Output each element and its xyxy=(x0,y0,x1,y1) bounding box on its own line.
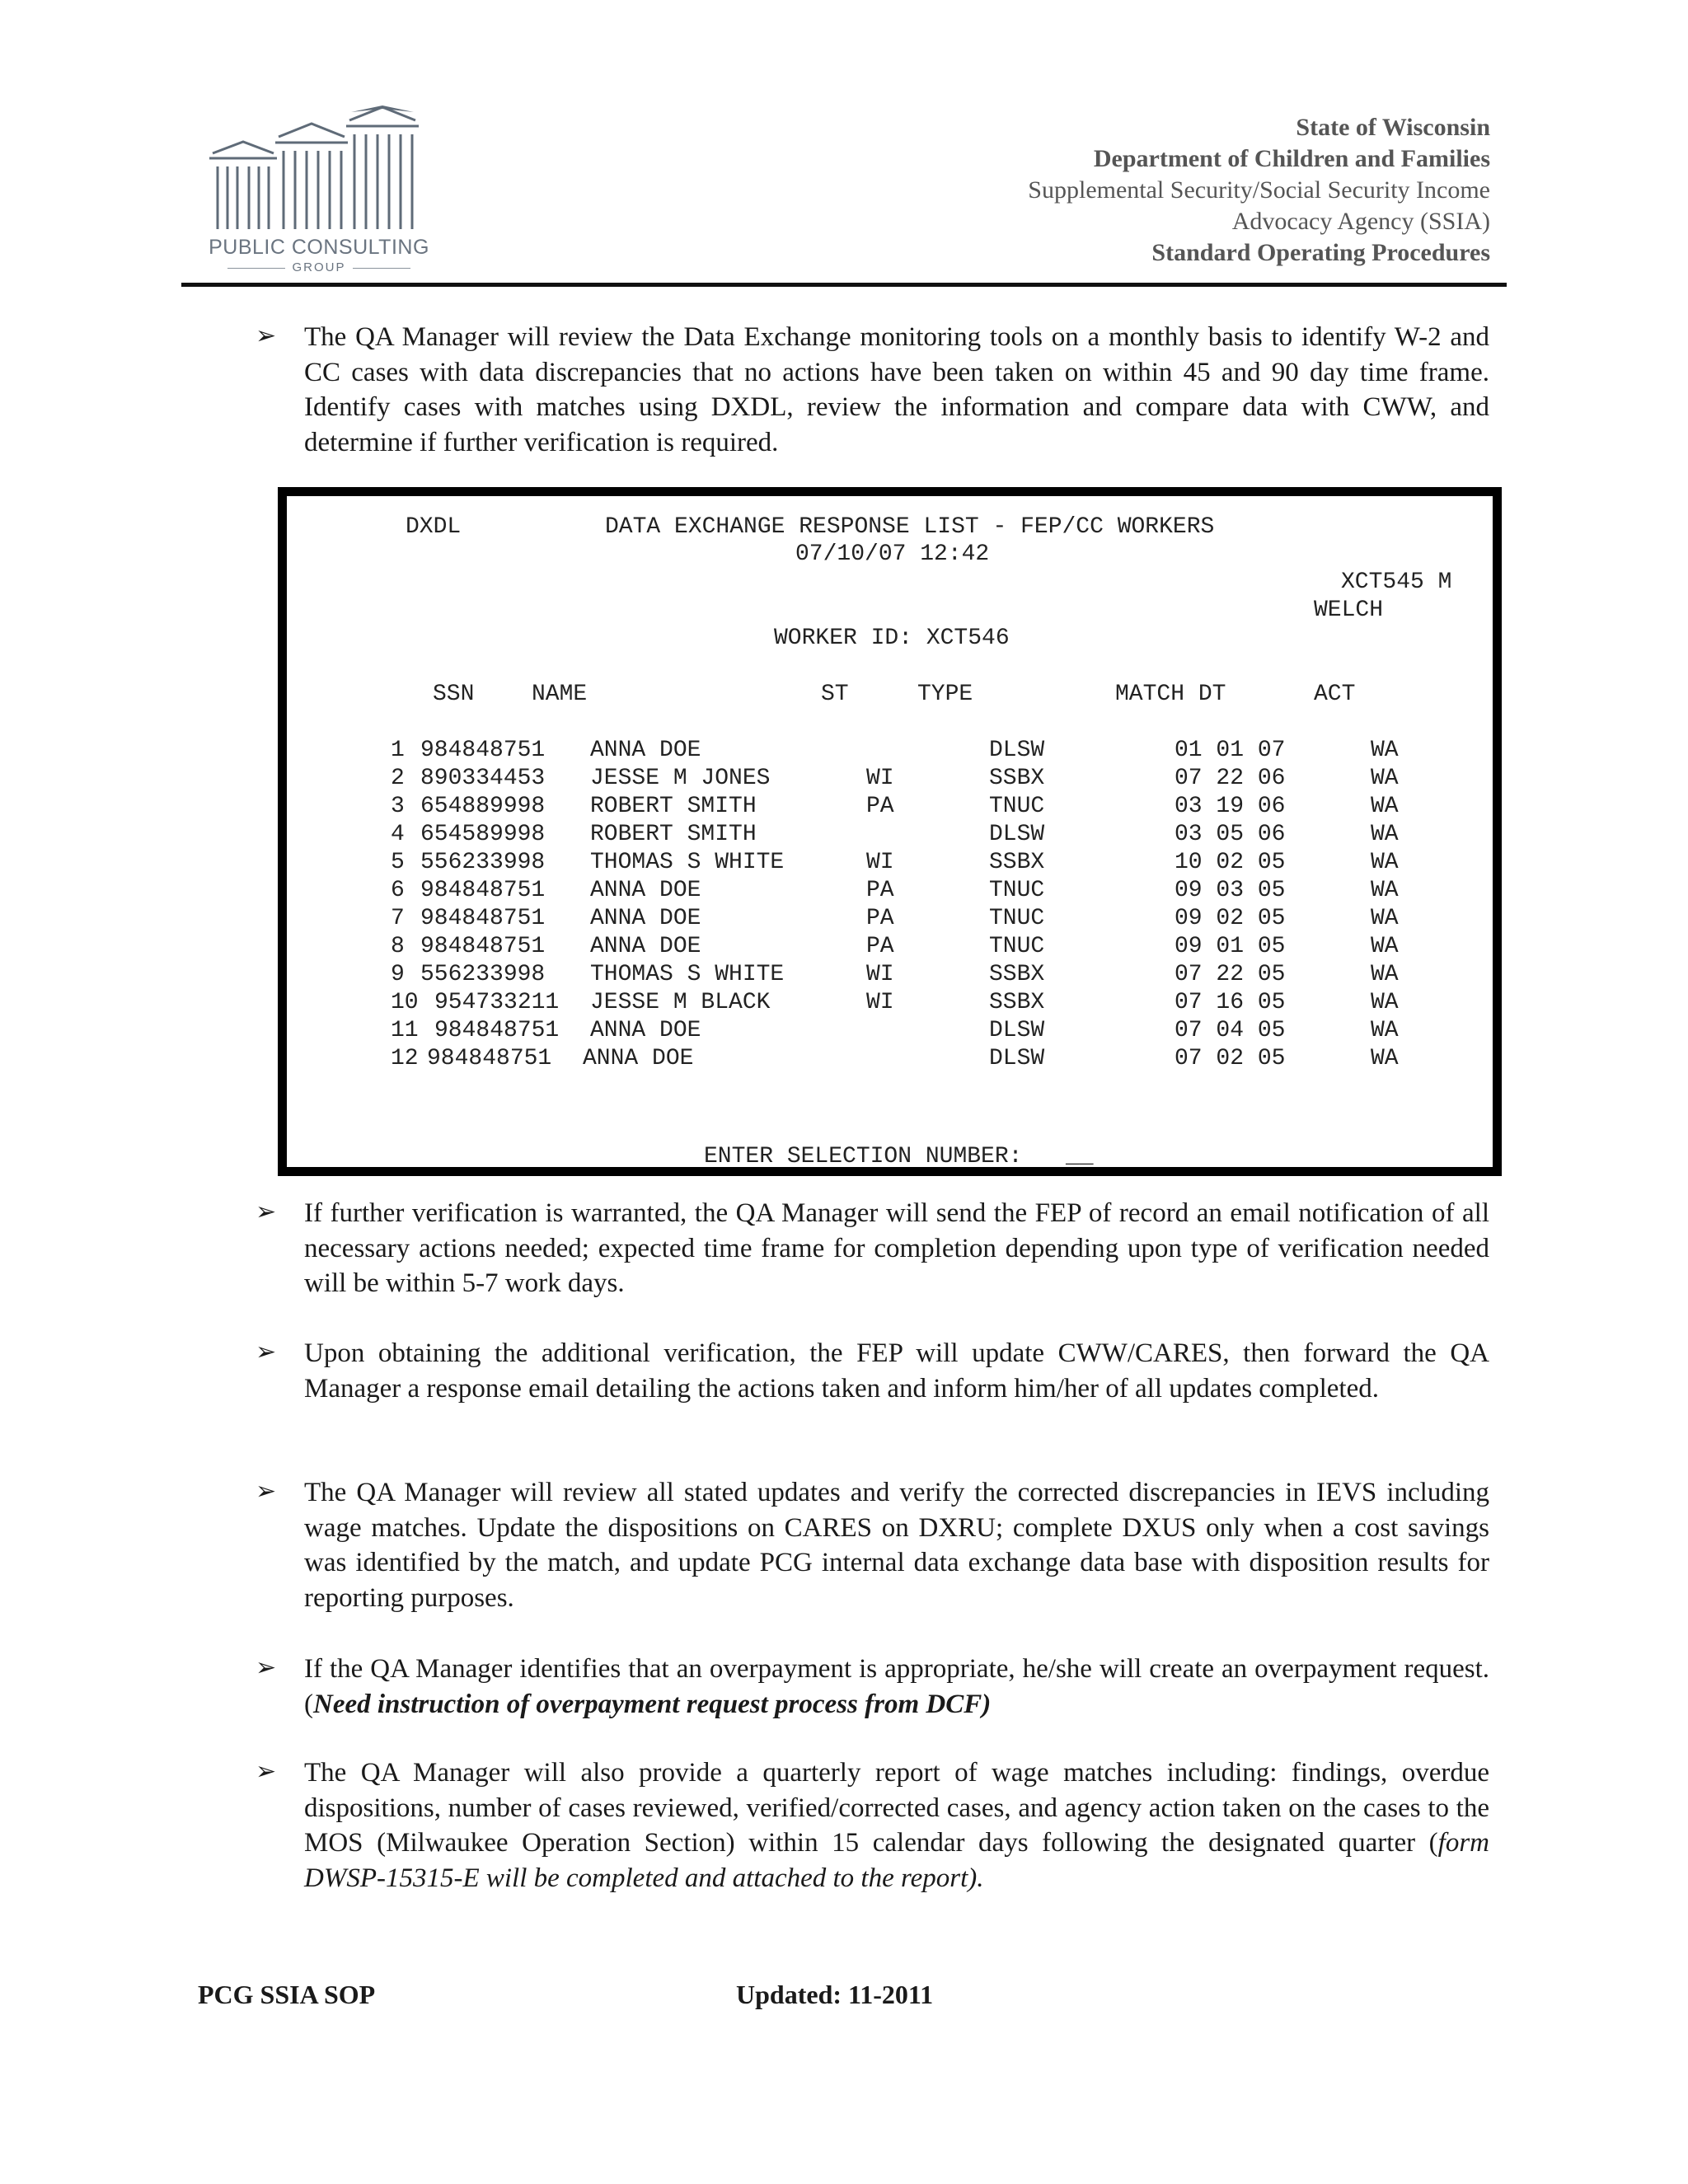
row-ssn: 556233998 xyxy=(420,962,546,987)
selection-prompt: ENTER SELECTION NUMBER: xyxy=(704,1144,1023,1169)
row-name: ANNA DOE xyxy=(583,1046,694,1071)
row-act: WA xyxy=(1371,738,1399,763)
row-type: SSBX xyxy=(989,766,1045,791)
row-type: DLSW xyxy=(989,738,1045,763)
row-ssn: 984848751 xyxy=(420,906,546,931)
row-match-dt: 09 03 05 xyxy=(1175,878,1286,903)
row-type: DLSW xyxy=(989,1046,1045,1071)
row-number: 10 xyxy=(391,990,419,1015)
row-act: WA xyxy=(1371,906,1399,931)
bullet-text-plain: If the QA Manager identifies that an overpayment is appropriate, he/she will create an overpayment request. ( xyxy=(304,1654,1489,1719)
bullet-text: The QA Manager will review the Data Exchange monitoring tools on a monthly basis to identify W-2 and CC cases with data discrepancies that no actions have been taken on within 45 and 90 day time frame. Identify cases with matches using DXDL, review the information and compare data with CWW, and determine if further verification is required. xyxy=(304,322,1489,457)
row-match-dt: 07 22 06 xyxy=(1175,766,1286,791)
col-ssn: SSN xyxy=(433,682,475,707)
bullet-text xyxy=(304,1652,1489,1722)
row-name: JESSE M JONES xyxy=(590,766,771,791)
row-number: 2 xyxy=(391,766,405,791)
logo-text: PUBLIC CONSULTING xyxy=(209,236,429,259)
table-row[interactable] xyxy=(287,990,1493,1018)
screen-datetime: 07/10/07 12:42 xyxy=(795,541,990,567)
row-ssn: 984848751 xyxy=(434,1018,560,1043)
bullet-arrow-icon: ➢ xyxy=(256,1653,277,1682)
header-department: Department of Children and Families xyxy=(1093,145,1490,172)
row-type: SSBX xyxy=(989,850,1045,875)
document-header xyxy=(1028,112,1490,269)
table-row[interactable] xyxy=(287,934,1493,962)
row-st: PA xyxy=(866,934,894,959)
row-number: 3 xyxy=(391,794,405,819)
row-act: WA xyxy=(1371,1018,1399,1043)
row-st: PA xyxy=(866,794,894,819)
col-match-dt: MATCH DT xyxy=(1115,682,1226,707)
row-type: TNUC xyxy=(989,934,1045,959)
row-act: WA xyxy=(1371,794,1399,819)
header-divider xyxy=(181,283,1507,287)
row-match-dt: 09 02 05 xyxy=(1175,906,1286,931)
header-sop-title: Standard Operating Procedures xyxy=(1151,239,1490,266)
row-ssn: 890334453 xyxy=(420,766,546,791)
row-type: TNUC xyxy=(989,906,1045,931)
row-act: WA xyxy=(1371,1046,1399,1071)
row-match-dt: 03 19 06 xyxy=(1175,794,1286,819)
bullet-text-plain: The QA Manager will also provide a quarterly report of wage matches including: findings, overdue dispositions, number of cases reviewed, verified/corrected cases, and agency action taken on the cases to the MOS (Milwaukee Operation Section) within 15 calendar days following the designated quarter ( xyxy=(304,1758,1489,1858)
row-ssn: 984848751 xyxy=(420,738,546,763)
row-name: ANNA DOE xyxy=(590,906,701,931)
row-act: WA xyxy=(1371,822,1399,847)
row-ssn: 954733211 xyxy=(434,990,560,1015)
row-ssn: 556233998 xyxy=(420,850,546,875)
col-st: ST xyxy=(821,682,849,707)
row-number: 8 xyxy=(391,934,405,959)
table-row[interactable] xyxy=(287,878,1493,906)
table-row[interactable] xyxy=(287,822,1493,850)
row-name: THOMAS S WHITE xyxy=(590,962,785,987)
bullet-text-emphasis: Need instruction of overpayment request process from DCF) xyxy=(313,1689,992,1719)
table-row[interactable] xyxy=(287,738,1493,766)
row-ssn: 984848751 xyxy=(420,878,546,903)
bullet-arrow-icon: ➢ xyxy=(256,1197,277,1226)
row-name: ROBERT SMITH xyxy=(590,794,757,819)
row-number: 4 xyxy=(391,822,405,847)
row-act: WA xyxy=(1371,990,1399,1015)
worker-name: WELCH xyxy=(1314,598,1384,623)
row-act: WA xyxy=(1371,934,1399,959)
bullet-text-emphasis: form DWSP-15315-E will be completed and attached to the report). xyxy=(304,1828,1489,1893)
bullet-text xyxy=(304,1755,1489,1896)
screen-code: DXDL xyxy=(406,514,462,540)
row-match-dt: 10 02 05 xyxy=(1175,850,1286,875)
row-number: 1 xyxy=(391,738,405,763)
row-name: ANNA DOE xyxy=(590,1018,701,1043)
row-name: ANNA DOE xyxy=(590,934,701,959)
selection-number-input[interactable]: __ xyxy=(1066,1144,1094,1169)
footer-updated: Updated: 11-2011 xyxy=(736,1980,934,2009)
table-row[interactable] xyxy=(287,962,1493,990)
row-type: TNUC xyxy=(989,878,1045,903)
row-match-dt: 07 04 05 xyxy=(1175,1018,1286,1043)
row-number: 6 xyxy=(391,878,405,903)
row-match-dt: 01 01 07 xyxy=(1175,738,1286,763)
bullet-arrow-icon: ➢ xyxy=(256,1477,277,1506)
row-st: WI xyxy=(866,766,894,791)
row-act: WA xyxy=(1371,766,1399,791)
header-state: State of Wisconsin xyxy=(1296,114,1490,141)
row-ssn: 984848751 xyxy=(420,934,546,959)
table-row[interactable] xyxy=(287,850,1493,878)
worker-code: XCT545 M xyxy=(1341,569,1452,595)
bullet-text: If further verification is warranted, the QA Manager will send the FEP of record an email notification of all necessary actions needed; expected time frame for completion depending upon type of verification needed will be within 5-7 work days. xyxy=(304,1198,1489,1298)
row-st: PA xyxy=(866,906,894,931)
row-act: WA xyxy=(1371,962,1399,987)
row-type: DLSW xyxy=(989,1018,1045,1043)
footer-doc-name: PCG SSIA SOP xyxy=(198,1980,376,2009)
row-type: SSBX xyxy=(989,990,1045,1015)
screen-title: DATA EXCHANGE RESPONSE LIST - FEP/CC WORKERS xyxy=(605,514,1215,540)
row-match-dt: 03 05 06 xyxy=(1175,822,1286,847)
table-row[interactable] xyxy=(287,766,1493,794)
row-number: 7 xyxy=(391,906,405,931)
row-number: 11 xyxy=(391,1018,419,1043)
header-program: Supplemental Security/Social Security Income xyxy=(1028,176,1490,204)
row-act: WA xyxy=(1371,878,1399,903)
row-name: THOMAS S WHITE xyxy=(590,850,785,875)
row-number: 5 xyxy=(391,850,405,875)
row-st: WI xyxy=(866,962,894,987)
row-match-dt: 07 16 05 xyxy=(1175,990,1286,1015)
row-ssn: 654589998 xyxy=(420,822,546,847)
row-number: 9 xyxy=(391,962,405,987)
header-agency: Advocacy Agency (SSIA) xyxy=(1231,208,1490,235)
col-act: ACT xyxy=(1314,682,1356,707)
row-type: SSBX xyxy=(989,962,1045,987)
col-name: NAME xyxy=(532,682,588,707)
table-row[interactable] xyxy=(287,794,1493,822)
dxdl-terminal-screen xyxy=(278,487,1502,1176)
row-ssn: 984848751 xyxy=(427,1046,552,1071)
logo-subtext: GROUP xyxy=(208,260,430,274)
row-number: 12 xyxy=(391,1046,419,1071)
row-match-dt: 09 01 05 xyxy=(1175,934,1286,959)
row-name: JESSE M BLACK xyxy=(590,990,771,1015)
row-st: PA xyxy=(866,878,894,903)
row-type: TNUC xyxy=(989,794,1045,819)
row-st: WI xyxy=(866,990,894,1015)
bullet-arrow-icon: ➢ xyxy=(256,1757,277,1786)
row-act: WA xyxy=(1371,850,1399,875)
row-name: ANNA DOE xyxy=(590,738,701,763)
bullet-text: Upon obtaining the additional verification, the FEP will update CWW/CARES, then forward the QA Manager a response email detailing the actions taken and inform him/her of all updates completed. xyxy=(304,1338,1489,1404)
row-st: WI xyxy=(866,850,894,875)
row-name: ROBERT SMITH xyxy=(590,822,757,847)
row-type: DLSW xyxy=(989,822,1045,847)
worker-id: WORKER ID: XCT546 xyxy=(774,626,1010,651)
row-match-dt: 07 02 05 xyxy=(1175,1046,1286,1071)
bullet-arrow-icon: ➢ xyxy=(256,321,277,350)
bullet-text: The QA Manager will review all stated updates and verify the corrected discrepancies in IEVS including wage matches. Update the dispositions on CARES on DXRU; complete DXUS only when a cost savings was identified by the match, and update PCG internal data exchange data base with disposition results for reporting purposes. xyxy=(304,1478,1489,1613)
row-name: ANNA DOE xyxy=(590,878,701,903)
row-ssn: 654889998 xyxy=(420,794,546,819)
table-row[interactable] xyxy=(287,1046,1493,1074)
row-match-dt: 07 22 05 xyxy=(1175,962,1286,987)
bullet-arrow-icon: ➢ xyxy=(256,1338,277,1366)
table-row[interactable] xyxy=(287,1018,1493,1046)
table-row[interactable] xyxy=(287,906,1493,934)
col-type: TYPE xyxy=(917,682,973,707)
